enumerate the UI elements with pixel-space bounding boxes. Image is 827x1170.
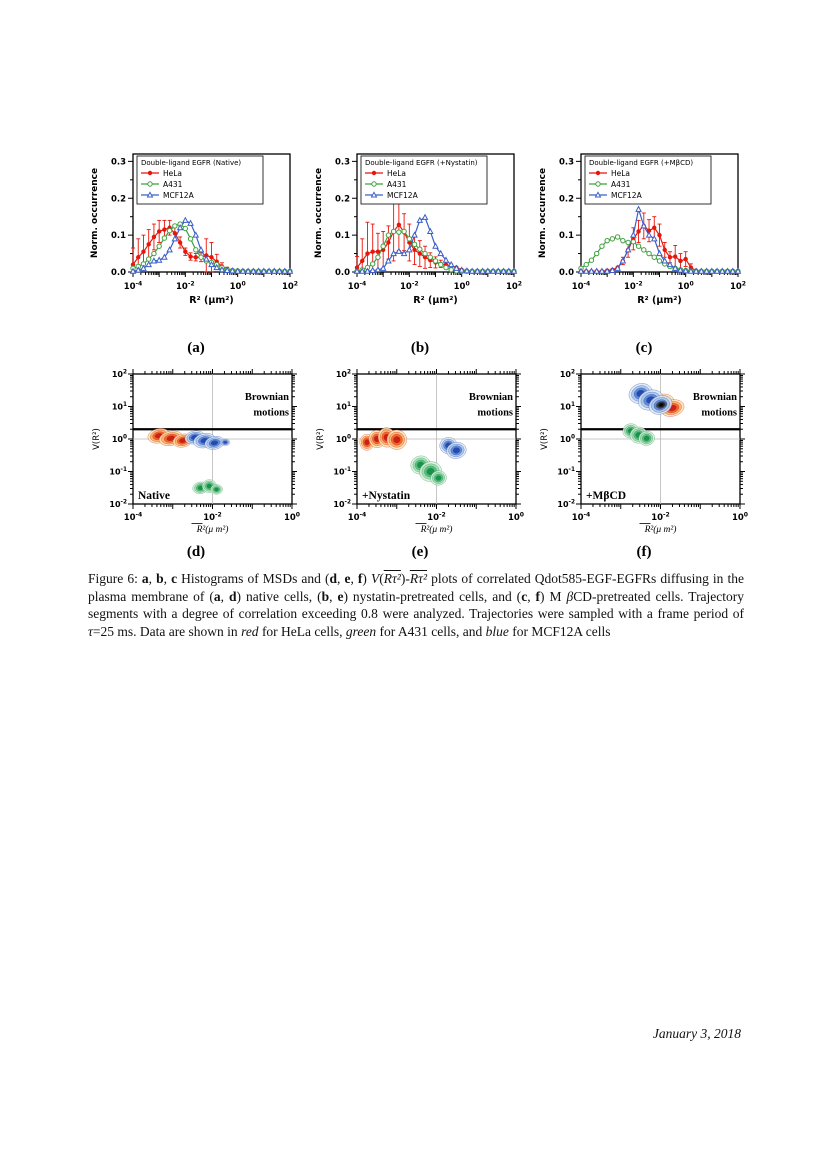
svg-text:10-2: $10^{-2}$ — [333, 499, 351, 509]
svg-text:101: $10^1$ — [335, 402, 351, 412]
svg-text:Norm. occurrence: Norm. occurrence — [314, 167, 324, 259]
svg-text:10-2: $10^{-2}$ — [624, 280, 643, 292]
svg-text:101: $10^1$ — [111, 402, 127, 412]
svg-text:0.2: 0.2 — [334, 194, 350, 205]
svg-text:102: $10^2$ — [505, 280, 523, 292]
svg-text:motions: motions — [253, 407, 289, 419]
svg-text:10-2: $10^{-2}$ — [109, 499, 127, 509]
svg-text:10-4: $10^{-4}$ — [571, 280, 591, 292]
figure-6 — [88, 142, 750, 564]
svg-text:MCF12A: MCF12A — [387, 191, 418, 200]
panel-a — [88, 142, 304, 360]
svg-text:0.3: 0.3 — [334, 157, 350, 168]
svg-text:0.0: 0.0 — [334, 268, 350, 278]
svg-text:10-2: $10^{-2}$ — [400, 280, 419, 292]
svg-text:10-4: $10^{-4}$ — [347, 280, 367, 292]
svg-text:Norm. occurrence: Norm. occurrence — [90, 167, 100, 259]
svg-text:0.0: 0.0 — [110, 268, 126, 278]
svg-text:0.1: 0.1 — [334, 231, 350, 242]
panel-b-histogram — [312, 142, 528, 338]
svg-text:100: $10^0$ — [507, 511, 525, 523]
panel-b-letter: (b) — [410, 340, 430, 356]
figure-caption: Figure 6: a, b, c Histograms of MSDs and (d, e, f) V(Rτ²)-Rτ² plots of correlated Qdot585-EGF-EGFRs diffusing in the plasma membrane of (a, d) native cells, (b, e) nystatin-pretreated cells, and (c, f) M βCD-pretreated cells. Trajectory segments with a degree of correlation exceeding 0.8 were analyzed. Trajectories were sampled with a frame period of τ=25 ms. Data are shown in red for HeLa cells, green for A431 cells, and blue for MCF12A cells — [88, 571, 745, 639]
svg-text:10-1: $10^{-1}$ — [557, 467, 575, 477]
svg-text:10-1: $10^{-1}$ — [109, 467, 127, 477]
svg-text:100: $10^0$ — [283, 511, 301, 523]
figure-row-contours — [88, 366, 750, 564]
svg-text:R²(μ m²): R²(μ m²) — [644, 525, 677, 535]
figure-row-histograms — [88, 142, 750, 360]
svg-text:Double-ligand EGFR (+Nystatin): Double-ligand EGFR (+Nystatin) — [365, 159, 478, 167]
svg-text:MCF12A: MCF12A — [611, 191, 642, 200]
panel-c-histogram — [536, 142, 752, 338]
svg-text:102: $10^2$ — [559, 369, 575, 379]
svg-text:10-2: $10^{-2}$ — [203, 511, 222, 523]
svg-text:100: $10^0$ — [559, 434, 575, 444]
svg-text:10-4: $10^{-4}$ — [347, 511, 367, 523]
svg-text:100: $10^0$ — [731, 511, 749, 523]
svg-text:102: $10^2$ — [335, 369, 351, 379]
svg-text:0.3: 0.3 — [558, 157, 574, 168]
svg-text:V(R²): V(R²) — [540, 428, 550, 450]
svg-text:0.1: 0.1 — [110, 231, 126, 242]
svg-text:0.1: 0.1 — [558, 231, 574, 242]
svg-text:HeLa: HeLa — [387, 169, 407, 178]
svg-text:+Nystatin: +Nystatin — [362, 490, 411, 502]
svg-text:HeLa: HeLa — [163, 169, 183, 178]
svg-text:A431: A431 — [163, 180, 183, 189]
svg-text:10-1: $10^{-1}$ — [333, 467, 351, 477]
panel-f-contour-plot — [536, 366, 752, 542]
svg-text:101: $10^1$ — [559, 402, 575, 412]
svg-text:10-4: $10^{-4}$ — [571, 511, 591, 523]
svg-text:HeLa: HeLa — [611, 169, 631, 178]
svg-text:100: $10^0$ — [677, 280, 694, 292]
panel-f-letter: (f) — [636, 544, 652, 560]
panel-f — [536, 366, 752, 564]
svg-text:V(R²): V(R²) — [316, 428, 326, 450]
panel-d-letter: (d) — [186, 544, 206, 560]
panel-a-letter: (a) — [187, 340, 205, 356]
svg-text:motions: motions — [701, 407, 737, 419]
svg-text:Native: Native — [138, 490, 170, 502]
svg-text:Brownian: Brownian — [692, 392, 737, 403]
panel-d-contour-plot — [88, 366, 304, 542]
svg-text:10-2: $10^{-2}$ — [427, 511, 446, 523]
svg-text:0.2: 0.2 — [558, 194, 574, 205]
svg-text:10-2: $10^{-2}$ — [557, 499, 575, 509]
panel-b — [312, 142, 528, 360]
svg-text:R² (μm²): R² (μm²) — [413, 295, 458, 306]
svg-text:R²(μ m²): R²(μ m²) — [196, 525, 229, 535]
svg-text:Norm. occurrence: Norm. occurrence — [538, 167, 548, 259]
svg-text:0.0: 0.0 — [558, 268, 574, 278]
svg-text:100: $10^0$ — [229, 280, 246, 292]
panel-e-letter: (e) — [411, 544, 429, 560]
date: January 3, 2018 — [652, 1026, 741, 1041]
panel-e — [312, 366, 528, 564]
svg-text:10-2: $10^{-2}$ — [176, 280, 195, 292]
svg-text:Brownian: Brownian — [244, 392, 289, 403]
panel-c — [536, 142, 752, 360]
svg-text:100: $10^0$ — [335, 434, 351, 444]
svg-text:102: $10^2$ — [111, 369, 127, 379]
svg-text:R² (μm²): R² (μm²) — [189, 295, 234, 306]
panel-a-histogram — [88, 142, 304, 338]
svg-text:V(R²): V(R²) — [92, 428, 102, 450]
svg-text:A431: A431 — [611, 180, 631, 189]
svg-text:10-4: $10^{-4}$ — [123, 280, 143, 292]
panel-d — [88, 366, 304, 564]
svg-text:Double-ligand EGFR (Native): Double-ligand EGFR (Native) — [141, 159, 242, 167]
svg-text:Brownian: Brownian — [468, 392, 513, 403]
svg-text:100: $10^0$ — [111, 434, 127, 444]
svg-text:102: $10^2$ — [281, 280, 299, 292]
svg-text:10-2: $10^{-2}$ — [651, 511, 670, 523]
svg-text:102: $10^2$ — [729, 280, 747, 292]
svg-text:MCF12A: MCF12A — [163, 191, 194, 200]
svg-text:R²(μ m²): R²(μ m²) — [420, 525, 453, 535]
svg-text:0.2: 0.2 — [110, 194, 126, 205]
svg-text:0.3: 0.3 — [110, 157, 126, 168]
svg-text:+MβCD: +MβCD — [586, 490, 627, 502]
panel-e-contour-plot — [312, 366, 528, 542]
panel-c-letter: (c) — [635, 340, 653, 356]
svg-text:Double-ligand EGFR (+MβCD): Double-ligand EGFR (+MβCD) — [589, 159, 694, 167]
svg-text:R² (μm²): R² (μm²) — [637, 295, 682, 306]
svg-text:10-4: $10^{-4}$ — [123, 511, 143, 523]
svg-text:A431: A431 — [387, 180, 407, 189]
svg-text:100: $10^0$ — [453, 280, 470, 292]
svg-text:motions: motions — [477, 407, 513, 419]
